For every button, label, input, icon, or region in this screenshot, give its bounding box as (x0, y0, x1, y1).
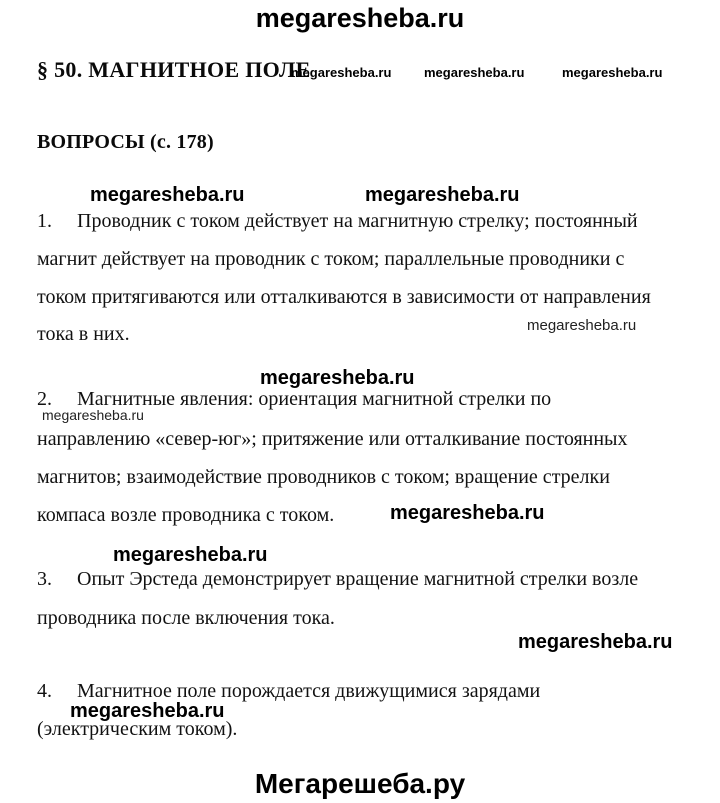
watermark: megaresheba.ru (365, 184, 520, 206)
section-heading: § 50. МАГНИТНОЕ ПОЛЕ (37, 57, 311, 82)
watermark: megaresheba.ru (113, 544, 268, 566)
answer-4-line: (электрическим током). (37, 718, 238, 740)
watermark: megaresheba.ru (291, 65, 392, 80)
answer-4-line: 4. Магнитное поле порождается движущимися зарядами (37, 680, 541, 702)
questions-subheading: ВОПРОСЫ (с. 178) (37, 131, 214, 153)
answer-1-line: магнит действует на проводник с током; параллельные проводники с (37, 248, 625, 270)
watermark: megaresheba.ru (518, 631, 673, 653)
watermark: megaresheba.ru (424, 65, 525, 80)
watermark: megaresheba.ru (390, 502, 545, 524)
watermark: megaresheba.ru (70, 700, 225, 722)
answer-3-line: проводника после включения тока. (37, 607, 335, 629)
watermark: megaresheba.ru (90, 184, 245, 206)
watermark: megaresheba.ru (255, 3, 465, 33)
answer-1-line: током притягиваются или отталкиваются в зависимости от направления (37, 286, 651, 308)
answer-2-line: компаса возле проводника с током. (37, 504, 335, 526)
answer-2-line: 2. Магнитные явления: ориентация магнитной стрелки по (37, 388, 552, 410)
answer-1-line: 1. Проводник с током действует на магнитную стрелку; постоянный (37, 210, 638, 232)
site-name-bottom: Мегарешеба.ру (254, 768, 466, 799)
watermark: megaresheba.ru (527, 317, 637, 334)
answer-3-line: 3. Опыт Эрстеда демонстрирует вращение магнитной стрелки возле (37, 568, 639, 590)
watermark: megaresheba.ru (42, 407, 144, 423)
answer-2-line: направлению «север-юг»; притяжение или отталкивание постоянных (37, 428, 628, 450)
watermark: megaresheba.ru (562, 65, 663, 80)
answer-2-line: магнитов; взаимодействие проводников с током; вращение стрелки (37, 466, 610, 488)
answer-1-line: тока в них. (37, 323, 130, 345)
watermark: megaresheba.ru (260, 367, 415, 389)
